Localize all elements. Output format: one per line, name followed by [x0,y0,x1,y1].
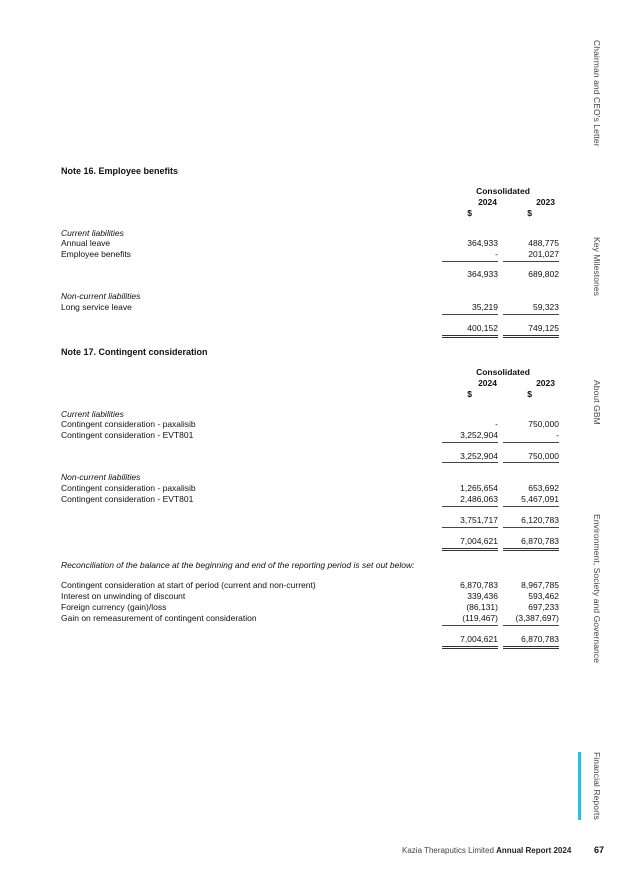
note16-consolidated-header: Consolidated [476,186,530,196]
row-label: Contingent consideration - EVT801 [61,494,194,504]
subtotal-rule [503,625,559,626]
total-row [61,634,559,645]
note17-year-2023: 2023 [536,378,555,388]
row-label: Gain on remeasurement of contingent consideration [61,613,257,623]
table-row [61,419,559,430]
total-double-rule [503,548,559,551]
value-2023: 6,870,783 [521,634,559,644]
value-2023: - [556,430,559,440]
subtotal-rule [503,314,559,315]
page-number: 67 [594,845,605,855]
table-row [61,591,559,602]
footer-text [402,846,571,855]
note17-noncurrent-heading-row [61,472,559,483]
total-row [61,323,559,334]
row-label: Employee benefits [61,249,131,259]
total-double-rule [503,646,559,649]
value-2024: (86,131) [466,602,498,612]
subtotal-rule [442,314,498,315]
side-nav-about[interactable]: About GBM [592,380,602,425]
value-2023: 593,462 [528,591,559,601]
row-label: Annual leave [61,238,111,248]
value-2024: 2,486,063 [460,494,498,504]
value-2024: 3,252,904 [460,430,498,440]
value-2023: 653,692 [528,483,559,493]
subtotal-rule [503,442,559,443]
note16-title: Note 16. Employee benefits [61,166,179,176]
note16-noncurrent-heading-row [61,291,559,302]
table-row [61,302,559,313]
subtotal-rule [503,506,559,507]
value-2023: 750,000 [528,451,559,461]
subtotal-rule [503,261,559,262]
value-2023: 5,467,091 [521,494,559,504]
note16-year-2024: 2024 [478,197,497,207]
subtotal-rule [503,462,559,463]
side-nav-financial[interactable]: Financial Reports [592,752,602,820]
value-2024: - [495,249,498,259]
value-2024: 6,870,783 [460,580,498,590]
value-2024: 1,265,654 [460,483,498,493]
subtotal-rule [442,261,498,262]
section-heading: Non-current liabilities [61,472,141,482]
subtotal-rule [442,462,498,463]
value-2024: 3,751,717 [460,515,498,525]
total-double-rule [442,646,498,649]
row-label: Long service leave [61,302,132,312]
table-row [61,249,559,260]
row-label: Contingent consideration - EVT801 [61,430,194,440]
note17-currency-2024: $ [467,389,472,399]
row-label: Contingent consideration - paxalisib [61,419,196,429]
value-2023: (3,387,697) [515,613,559,623]
note17-title: Note 17. Contingent consideration [61,347,208,357]
section-heading: Non-current liabilities [61,291,141,301]
subtotal-rule [442,442,498,443]
total-double-rule [442,548,498,551]
row-label: Contingent consideration - paxalisib [61,483,196,493]
table-row [61,494,559,505]
subtotal-row [61,451,559,462]
side-nav-chairman[interactable]: Chairman and CEO's Letter [592,40,602,147]
subtotal-row [61,269,559,280]
note17-currency-2023: $ [527,389,532,399]
value-2023: 749,125 [528,323,559,333]
table-row [61,613,559,624]
table-row [61,602,559,613]
table-row [61,580,559,591]
value-2023: 488,775 [528,238,559,248]
value-2023: 59,323 [533,302,559,312]
subtotal-row [61,515,559,526]
row-label: Interest on unwinding of discount [61,591,186,601]
value-2024: 364,933 [467,269,498,279]
subtotal-rule [442,625,498,626]
row-label: Foreign currency (gain)/loss [61,602,167,612]
active-section-indicator [578,752,581,820]
value-2024: 7,004,621 [460,634,498,644]
value-2023: 6,120,783 [521,515,559,525]
value-2024: 400,152 [467,323,498,333]
section-heading: Current liabilities [61,409,124,419]
value-2024: - [495,419,498,429]
value-2023: 6,870,783 [521,536,559,546]
section-heading: Current liabilities [61,228,124,238]
total-double-rule [442,335,498,338]
footer-company: Kazia Theraputics Limited [402,846,494,855]
note16-year-2023: 2023 [536,197,555,207]
value-2023: 750,000 [528,419,559,429]
table-row [61,430,559,441]
footer-report: Annual Report 2024 [496,846,572,855]
table-row [61,483,559,494]
note17-year-2024: 2024 [478,378,497,388]
value-2023: 201,027 [528,249,559,259]
note16-currency-2024: $ [467,208,472,218]
subtotal-rule [442,527,498,528]
note17-consolidated-header: Consolidated [476,367,530,377]
value-2024: 7,004,621 [460,536,498,546]
value-2023: 697,233 [528,602,559,612]
value-2024: 35,219 [472,302,498,312]
note16-currency-2023: $ [527,208,532,218]
value-2024: 339,436 [467,591,498,601]
side-nav-esg[interactable]: Environment, Society and Governance [592,514,602,664]
value-2024: 3,252,904 [460,451,498,461]
subtotal-rule [442,506,498,507]
row-label: Contingent consideration at start of period (current and non-current) [61,580,316,590]
total-double-rule [503,335,559,338]
value-2023: 8,967,785 [521,580,559,590]
subtotal-rule [503,527,559,528]
value-2024: (119,467) [462,613,498,623]
side-nav-milestones[interactable]: Key Milestones [592,237,602,297]
table-row [61,238,559,249]
value-2024: 364,933 [467,238,498,248]
total-row [61,536,559,547]
reconciliation-intro: Reconciliation of the balance at the beginning and end of the reporting period is set out below: [61,560,415,570]
value-2023: 689,802 [528,269,559,279]
